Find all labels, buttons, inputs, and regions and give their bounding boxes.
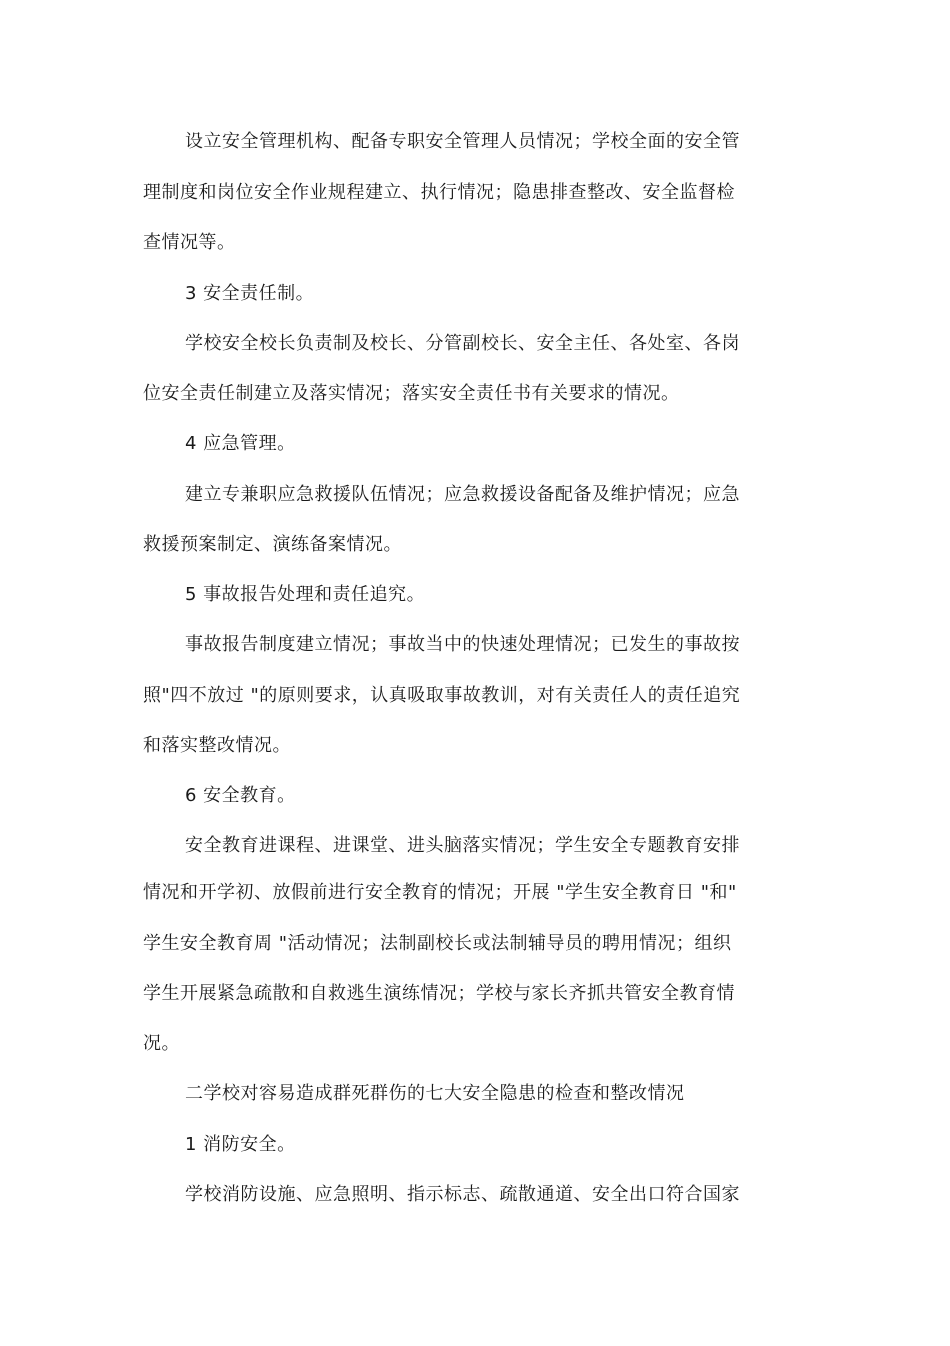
paragraph-line: 事故报告制度建立情况；事故当中的快速处理情况；已发生的事故按 — [185, 634, 740, 655]
section-heading: 二学校对容易造成群死群伤的七大安全隐患的检查和整改情况 — [185, 1083, 685, 1104]
paragraph-line: 设立安全管理机构、配备专职安全管理人员情况；学校全面的安全管 — [185, 131, 740, 152]
section-heading: 4 应急管理。 — [185, 433, 296, 454]
paragraph-line: 和落实整改情况。 — [143, 735, 291, 756]
paragraph-line: 安全教育进课程、进课堂、进头脑落实情况；学生安全专题教育安排 — [185, 835, 740, 856]
paragraph-line: 位安全责任制建立及落实情况；落实安全责任书有关要求的情况。 — [143, 383, 680, 404]
section-heading: 3 安全责任制。 — [185, 283, 315, 304]
section-heading: 5 事故报告处理和责任追究。 — [185, 584, 426, 605]
paragraph-line: 查情况等。 — [143, 232, 236, 253]
paragraph-line: 学生开展紧急疏散和自救逃生演练情况；学校与家长齐抓共管安全教育情 — [143, 983, 735, 1004]
section-heading: 1 消防安全。 — [185, 1134, 296, 1155]
paragraph-line: 建立专兼职应急救援队伍情况；应急救援设备配备及维护情况；应急 — [185, 484, 740, 505]
paragraph-line: 情况和开学初、放假前进行安全教育的情况；开展 "学生安全教育日 "和" — [143, 882, 737, 903]
paragraph-line: 理制度和岗位安全作业规程建立、执行情况；隐患排查整改、安全监督检 — [143, 182, 735, 203]
paragraph-line: 照"四不放过 "的原则要求，认真吸取事故教训，对有关责任人的责任追究 — [143, 685, 741, 706]
paragraph-line: 救援预案制定、演练备案情况。 — [143, 534, 402, 555]
section-heading: 6 安全教育。 — [185, 785, 296, 806]
paragraph-line: 学校安全校长负责制及校长、分管副校长、安全主任、各处室、各岗 — [185, 333, 740, 354]
paragraph-line: 学生安全教育周 "活动情况；法制副校长或法制辅导员的聘用情况；组织 — [143, 933, 732, 954]
paragraph-line: 学校消防设施、应急照明、指示标志、疏散通道、安全出口符合国家 — [185, 1184, 740, 1205]
paragraph-line: 况。 — [143, 1033, 180, 1054]
